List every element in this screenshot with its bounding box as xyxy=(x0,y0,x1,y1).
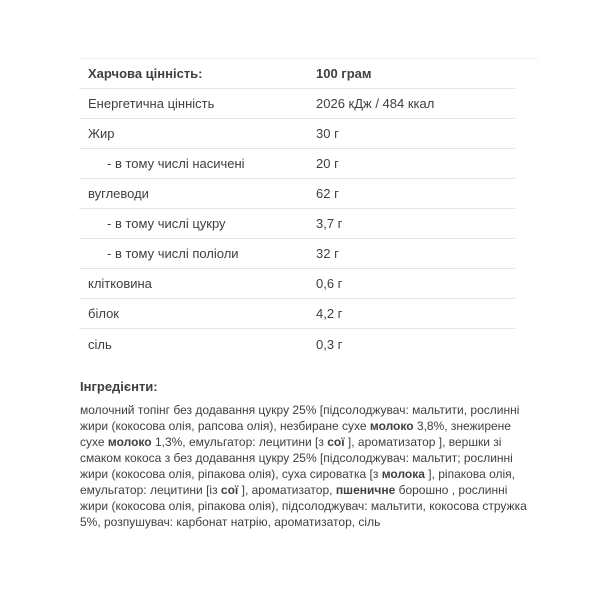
row-value: 30 г xyxy=(316,126,339,141)
row-value: 0,6 г xyxy=(316,276,343,291)
ingredients-text xyxy=(80,402,532,530)
row-label: - в тому числі насичені xyxy=(107,156,245,171)
row-label: Харчова цінність: xyxy=(88,66,203,81)
row-label: - в тому числі поліоли xyxy=(107,246,239,261)
table-row xyxy=(79,119,515,149)
ingredient-text-segment: ], ароматизатор, xyxy=(238,483,336,497)
ingredient-text-segment: ], ароматизатор ], вершки зі смаком кокоса з без додавання цукру 25% [підсолоджувач: мальтит; рослинні жири (кокосова олія, ріпакова олія), суха сироватка [з xyxy=(80,435,513,481)
ingredient-text-segment: 1,3%, емульгатор: лецитини [з xyxy=(151,435,328,449)
table-row xyxy=(79,149,515,179)
table-row xyxy=(79,299,515,329)
row-value: 4,2 г xyxy=(316,306,343,321)
row-label: сіль xyxy=(88,336,112,352)
row-label: Енергетична цінність xyxy=(88,96,215,111)
table-row xyxy=(79,239,515,269)
ingredient-text-segment: ], ріпакова олія, емульгатор: лецитини [із xyxy=(80,467,515,497)
table-row xyxy=(79,209,515,239)
row-value: 3,7 г xyxy=(316,216,343,231)
ingredient-allergen: пшеничне xyxy=(335,483,396,497)
table-row xyxy=(79,269,515,299)
row-label: білок xyxy=(88,306,119,321)
table-row xyxy=(79,179,515,209)
ingredient-allergen: сої xyxy=(220,483,239,497)
row-label: клітковина xyxy=(88,276,152,291)
row-value: 2026 кДж / 484 ккал xyxy=(316,96,435,111)
ingredient-text-segment: борошно , рослинні жири (кокосова олія, ріпакова олія), підсолоджувач: мальтити, кокосова стружка 5%, розпушувач: карбонат натрію, ароматизатор, сіль xyxy=(80,483,527,529)
row-value: 20 г xyxy=(316,156,339,171)
table-row xyxy=(79,329,515,359)
ingredient-allergen: молоко xyxy=(369,419,414,433)
row-value: 32 г xyxy=(316,246,339,261)
table-row xyxy=(79,89,515,119)
row-value: 0,3 г xyxy=(316,336,343,352)
nutrition-table xyxy=(79,58,538,359)
table-row xyxy=(79,59,515,89)
row-label: вуглеводи xyxy=(88,186,149,201)
ingredients-heading: Інгредієнти: xyxy=(80,379,158,394)
ingredient-text-segment: 3,8%, знежирене сухе xyxy=(80,419,511,449)
row-value: 62 г xyxy=(316,186,339,201)
ingredient-allergen: молоко xyxy=(107,435,152,449)
row-label: - в тому числі цукру xyxy=(107,216,226,231)
row-label: Жир xyxy=(88,126,115,141)
ingredient-allergen: сої xyxy=(327,435,345,449)
ingredient-text-segment: молочний топінг без додавання цукру 25% [підсолоджувач: мальтити, рослинні жири (кокосова олія, рапсова олія), незбиране сухе xyxy=(80,403,520,433)
row-value: 100 грам xyxy=(316,66,372,81)
ingredient-allergen: молока xyxy=(381,467,425,481)
